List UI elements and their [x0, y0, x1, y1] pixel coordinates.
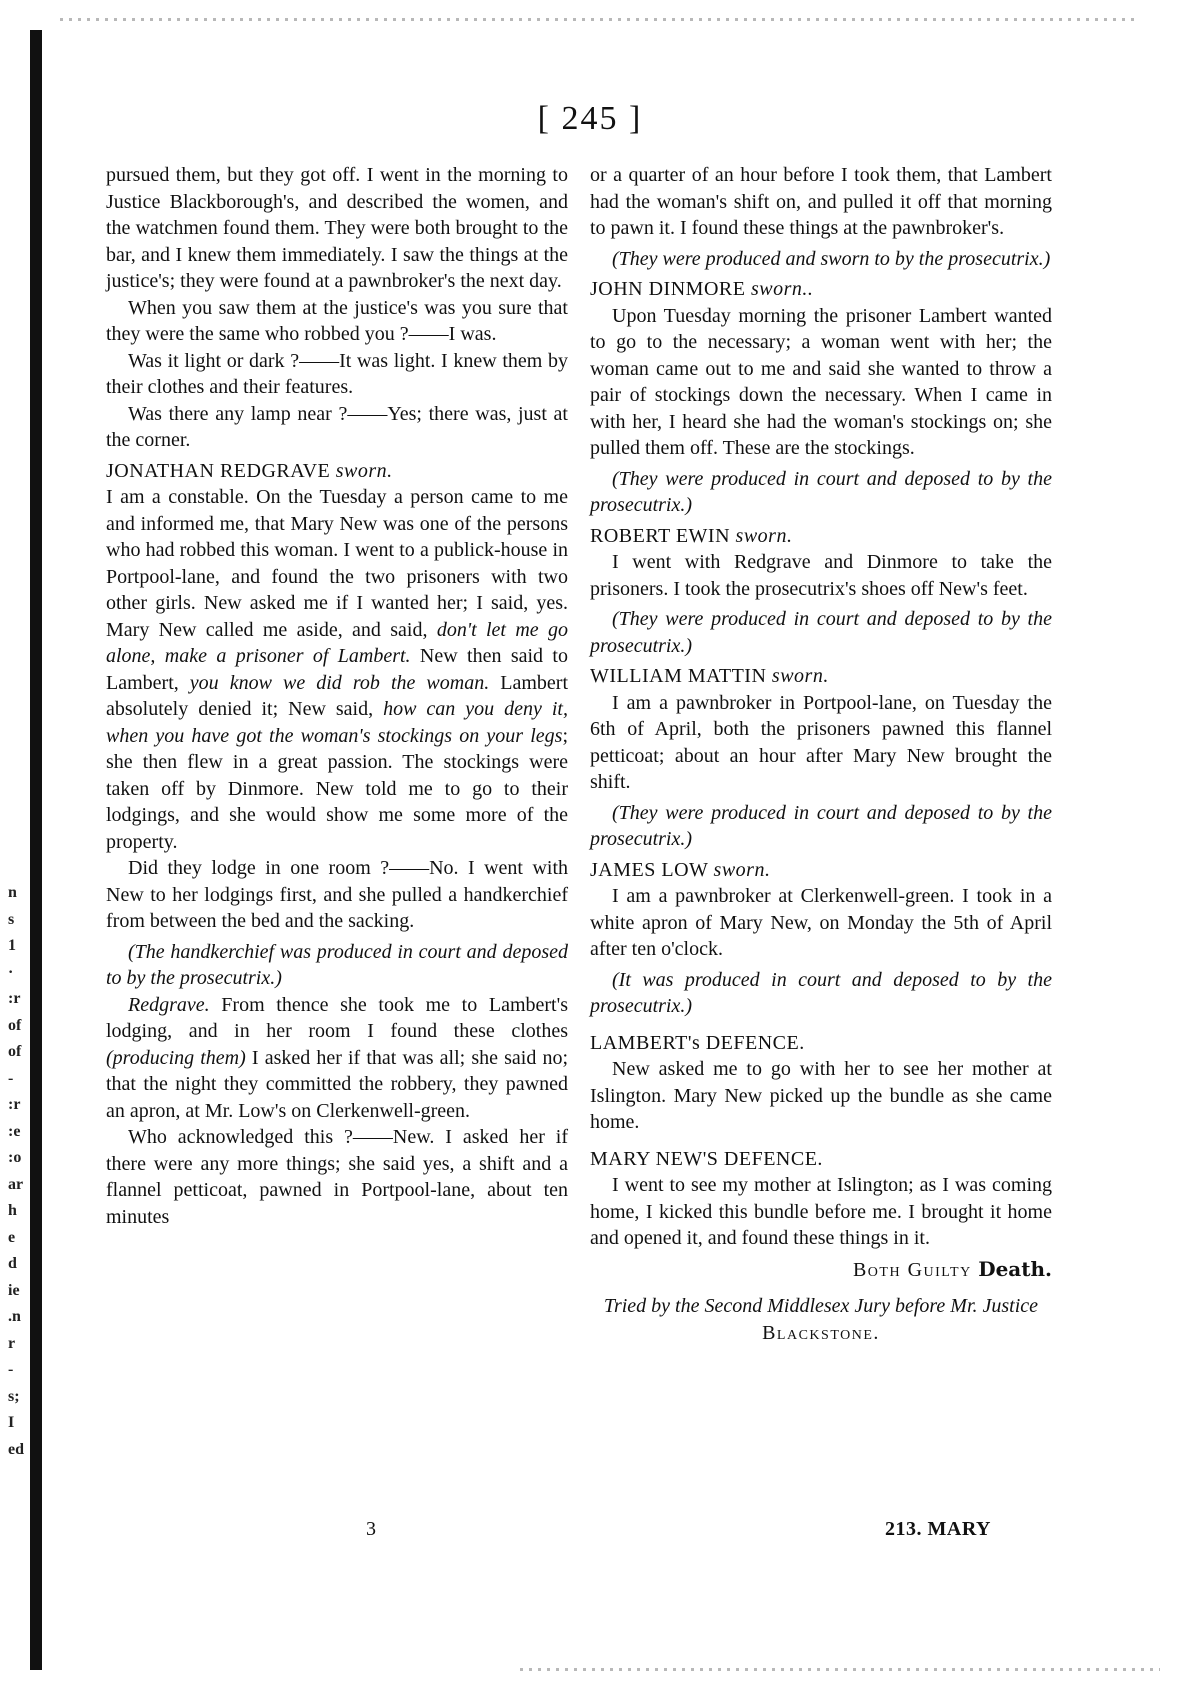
paragraph — [106, 401, 568, 454]
paragraph — [106, 1124, 568, 1230]
section-heading: LAMBERT's DEFENCE. — [590, 1031, 805, 1054]
court-note: (The handkerchief was produced in court and deposed to by the prosecutrix.) — [106, 940, 568, 989]
text-run: Lambert absolutely denied it; New said, — [106, 671, 568, 720]
margin-fragment: - — [8, 1361, 14, 1378]
margin-fragment: :o — [8, 1149, 22, 1166]
section-heading: MARY NEW'S DEFENCE. — [590, 1147, 823, 1170]
paragraph — [106, 855, 568, 935]
text-run: New then said to Lambert, — [106, 645, 568, 694]
text-run: or a quarter of an hour before I took them, that Lambert had the woman's shift on, and pulled it off that morning to pawn it. I found these things at the pawnbroker's. — [590, 164, 1052, 239]
witness-heading — [590, 663, 1052, 690]
margin-fragment: ed — [8, 1440, 24, 1458]
text-run: Who acknowledged this ?——New. I asked her if there were any more things; she said yes, a shift and a flannel petticoat, pawned in Portpool-lane, about ten minutes — [106, 1126, 568, 1228]
verdict-text: Both Guilty — [852, 1258, 979, 1281]
court-note: (They were produced in court and deposed to by the prosecutrix.) — [590, 801, 1052, 850]
margin-fragment: r — [8, 1334, 16, 1352]
margin-fragment: ar — [8, 1175, 24, 1193]
court-note: (They were produced in court and deposed to by the prosecutrix.) — [590, 608, 1052, 657]
signature-mark: 3 — [366, 1518, 376, 1540]
margin-fragment: ie — [8, 1281, 20, 1299]
witness-heading — [590, 276, 1052, 303]
sworn-label: sworn. — [713, 858, 771, 881]
paragraph — [106, 484, 568, 855]
italic-text: you know we did rob the woman. — [189, 671, 490, 694]
verdict — [590, 1256, 1052, 1284]
margin-fragment: I — [8, 1414, 15, 1431]
witness-name: JONATHAN REDGRAVE — [106, 459, 336, 482]
text-run: When you saw them at the justice's was you sure that they were the same who robbed you ?——I was. — [106, 296, 568, 345]
sentence-text: Death. — [978, 1256, 1052, 1281]
jury-note — [590, 1293, 1052, 1346]
margin-fragment: - — [8, 1069, 14, 1087]
margin-fragment: of — [8, 1016, 22, 1034]
margin-fragment: h — [8, 1202, 17, 1219]
italic-text: how can you deny it, when you have got the woman's stockings on your legs — [106, 698, 568, 747]
margin-fragment: s — [8, 910, 15, 928]
text-run: Did they lodge in one room ?——No. I went with New to her lodgings first, and she pulled a handkerchief from between the bed and the sacking. — [106, 857, 568, 932]
margin-fragment: s; — [8, 1387, 20, 1405]
italic-text: Redgrave. — [128, 993, 210, 1016]
paragraph — [590, 690, 1052, 796]
paragraph — [106, 348, 568, 401]
paragraph — [106, 162, 568, 295]
text-run: Was it light or dark ?——It was light. I knew them by their clothes and their features. — [106, 349, 568, 398]
witness-name: JAMES LOW — [590, 858, 714, 881]
court-note: (It was produced in court and deposed to by the prosecutrix.) — [590, 968, 1052, 1017]
court-note: (They were produced and sworn to by the prosecutrix.) — [612, 247, 1051, 270]
margin-fragment: :e — [8, 1122, 21, 1140]
page-number: [ 245 ] — [537, 100, 643, 137]
margin-fragment: d — [8, 1255, 17, 1272]
sworn-label: sworn. — [335, 459, 393, 482]
catchword: 213. MARY — [885, 1518, 992, 1540]
paragraph — [590, 1056, 1052, 1136]
text-run: New asked me to go with her to see her mother at Islington. Mary New picked up the bundle as she came home. — [590, 1058, 1052, 1133]
text-run: Upon Tuesday morning the prisoner Lambert wanted to go to the necessary; a woman went with her; the woman came out to me and said she wanted to throw a pair of stockings down the necessary. When I came in with her, I heard she had the woman's stockings on; she pulled them off. These are the stockings. — [590, 304, 1052, 459]
witness-name: JOHN DINMORE — [590, 278, 751, 300]
margin-fragment: of — [8, 1043, 22, 1060]
sworn-label: sworn. — [771, 665, 829, 687]
text-run: From thence she took me to Lambert's lodging, and in her room I found these clothes — [106, 993, 568, 1042]
sworn-label: sworn. — [735, 524, 793, 547]
text-run: I went with Redgrave and Dinmore to take the prisoners. I took the prosecutrix's shoes off New's feet. — [590, 551, 1052, 600]
paragraph — [590, 1172, 1052, 1252]
text-run: I am a pawnbroker at Clerkenwell-green. I took in a white apron of Mary New, on Monday the 5th of April after ten o'clock. — [590, 885, 1052, 960]
text-run: I asked her if that was all; she said no; that the night they committed the robbery, they pawned an apron, at Mr. Low's on Clerkenwell-green. — [106, 1046, 569, 1122]
witness-heading — [106, 458, 568, 485]
paragraph — [590, 883, 1052, 963]
italic-text: (producing them) — [106, 1046, 246, 1069]
paragraph — [590, 162, 1052, 242]
margin-fragment: 1 — [8, 937, 16, 954]
text-run: pursued them, but they got off. I went in the morning to Justice Blackborough's, and described the women, and the watchmen found them. They were both brought to the bar, and I knew them immediately. I saw the things at the justice's; they were found at a pawnbroker's the next day. — [106, 164, 568, 292]
paragraph — [106, 295, 568, 348]
judge-name: Blackstone. — [762, 1321, 880, 1344]
text-run: ; she then flew in a great passion. The stockings were taken off by Dinmore. New told me to go to their lodgings, and she would show me some more of the property. — [106, 724, 568, 853]
paragraph — [590, 303, 1052, 462]
margin-fragments — [8, 880, 48, 1463]
margin-fragment: · — [8, 963, 14, 981]
jury-text: Tried by the Second Middlesex Jury before Mr. Justice — [603, 1295, 1039, 1317]
paragraph — [590, 549, 1052, 602]
scan-noise-top — [60, 18, 1140, 21]
right-column — [590, 162, 1052, 1346]
court-note: (They were produced in court and deposed to by the prosecutrix.) — [590, 467, 1052, 516]
text-run: I went to see my mother at Islington; as I was coming home, I kicked this bundle before me. I brought it home and opened it, and found these things in it. — [590, 1174, 1052, 1249]
witness-name: WILLIAM MATTIN — [590, 665, 772, 687]
margin-fragment: n — [8, 884, 17, 901]
text-run: I am a constable. On the Tuesday a person came to me and informed me, that Mary New was one of the persons who had robbed this woman. I went to a publick-house in Portpool-lane, and found the two prisoners with two other girls. New asked me if I wanted her; I said, yes. Mary New called me aside, and said, — [106, 486, 568, 641]
scan-noise-bottom — [520, 1668, 1160, 1671]
margin-fragment: :r — [8, 990, 21, 1007]
left-column — [106, 162, 568, 1230]
margin-fragment: :r — [8, 1096, 21, 1113]
sworn-label: sworn.. — [750, 278, 814, 300]
text-run: I am a pawnbroker in Portpool-lane, on Tuesday the 6th of April, both the prisoners pawned this flannel petticoat; about an hour after Mary New brought the shift. — [590, 691, 1052, 793]
witness-name: ROBERT EWIN — [590, 524, 736, 547]
margin-fragment: e — [8, 1228, 16, 1246]
witness-heading — [590, 523, 1052, 550]
witness-heading — [590, 857, 1052, 884]
margin-fragment: .n — [8, 1308, 21, 1325]
paragraph — [106, 992, 568, 1125]
italic-text: don't let me go alone, make a prisoner of Lambert. — [106, 618, 568, 667]
text-run: Was there any lamp near ?——Yes; there was, just at the corner. — [106, 402, 568, 451]
